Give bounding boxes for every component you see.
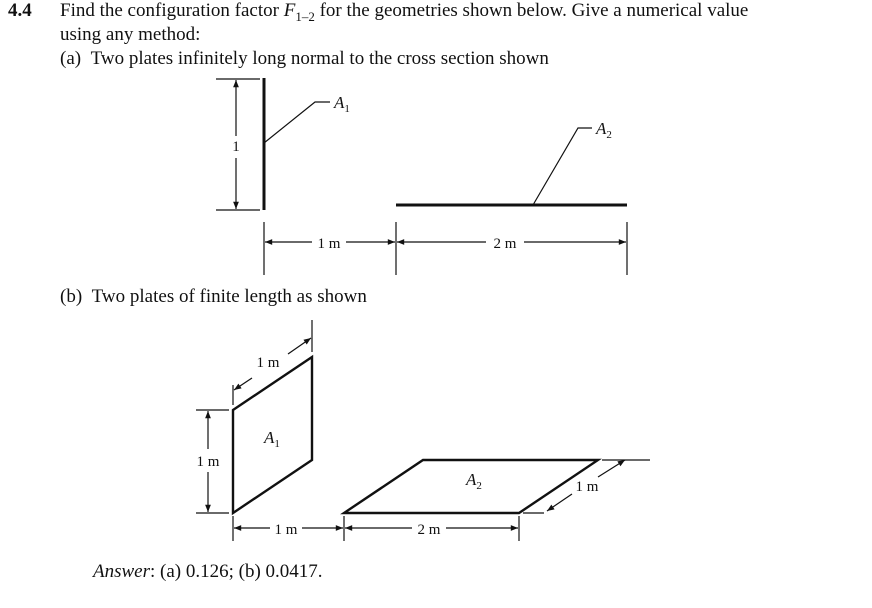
statement-text-cont: for the geometries shown below. Give a numerical value xyxy=(314,0,749,21)
dim-depth-a1-arrow-b xyxy=(288,338,311,354)
dim-height-label-b: 1 m xyxy=(196,454,220,470)
dim-depth-a2-arrow-up xyxy=(598,460,625,477)
answer-values: : (a) 0.126; (b) 0.0417. xyxy=(150,561,323,582)
dim-gap-label-b: 1 m xyxy=(274,522,298,538)
problem-number: 4.4 xyxy=(8,0,32,21)
dim-gap-label-a: 1 m xyxy=(317,236,341,252)
part-b-text: Two plates of finite length as shown xyxy=(91,286,367,307)
dim-depth-a1-label-b: 1 m xyxy=(256,355,280,371)
label-a1-b: $A_1$ xyxy=(264,428,280,450)
dim-width-label-a: 2 m xyxy=(493,236,517,252)
label-a2-b: $A_2$ xyxy=(466,470,482,492)
dim-depth-a2-arrow-down xyxy=(547,494,572,511)
leader-a2-a xyxy=(533,128,592,205)
dim-width-label-b: 2 m xyxy=(417,522,441,538)
problem-statement-line2: using any method: xyxy=(60,24,201,45)
statement-text: Find the configuration factor xyxy=(60,0,284,21)
part-b-label: (b) xyxy=(60,286,83,307)
dim-depth-a2-label-b: 1 m xyxy=(575,479,599,495)
figure-a xyxy=(216,78,627,275)
answer-label: Answer xyxy=(93,561,150,582)
part-a-text: Two plates infinitely long normal to the cross section shown xyxy=(90,48,549,69)
factor-subscript: 1–2 xyxy=(295,8,315,24)
leader-a1-a xyxy=(264,102,330,143)
dim-depth-a1-arrow-a xyxy=(234,378,252,390)
factor-symbol: F xyxy=(283,0,296,21)
label-a2-a: $A_2$ xyxy=(596,119,612,141)
part-a-label: (a) xyxy=(60,48,82,69)
label-a1-a: $A_1$ xyxy=(334,93,350,115)
dim-height-label-a: 1 xyxy=(232,139,240,155)
